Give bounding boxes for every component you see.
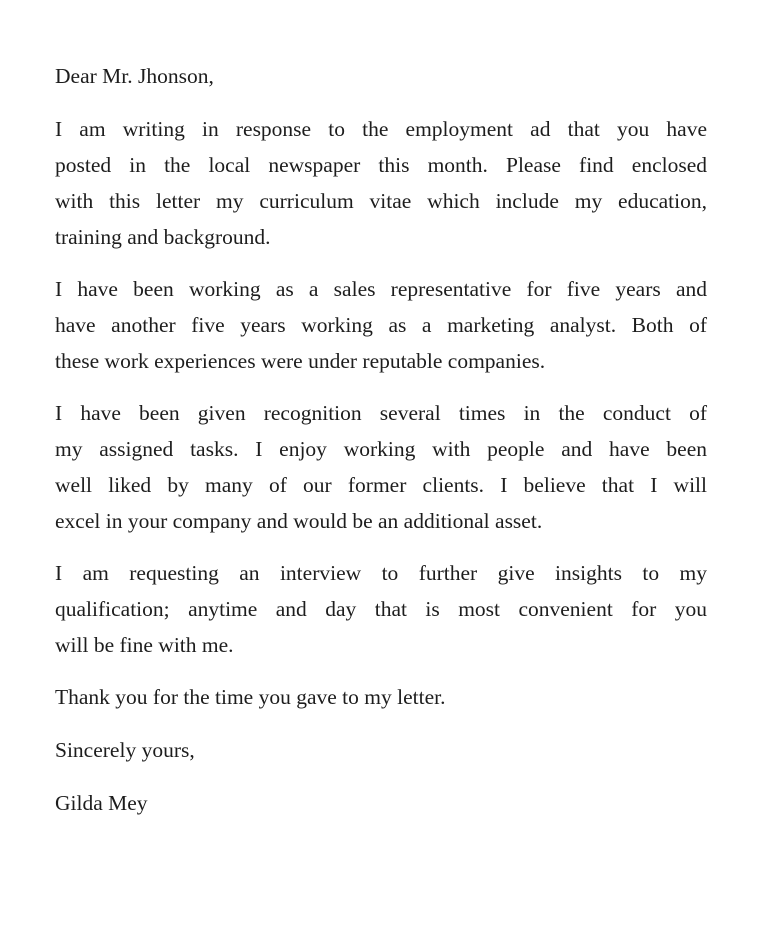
paragraph-line: qualification; anytime and day that is most convenient for you: [55, 597, 707, 621]
paragraph-line: I am writing in response to the employment ad that you have: [55, 117, 707, 141]
paragraph-line: I am requesting an interview to further give insights to my: [55, 561, 707, 585]
salutation: Dear Mr. Jhonson,: [55, 64, 214, 88]
paragraph-line: these work experiences were under reputable companies.: [55, 349, 546, 373]
letter-body: [55, 58, 707, 821]
closing-line: Sincerely yours,: [55, 738, 195, 762]
paragraph-line: will be fine with me.: [55, 633, 234, 657]
paragraph-line: I have been working as a sales representative for five years and: [55, 277, 707, 301]
paragraph-line: posted in the local newspaper this month. Please find enclosed: [55, 153, 707, 177]
signature-name: Gilda Mey: [55, 791, 148, 815]
paragraph-line: with this letter my curriculum vitae which include my education,: [55, 189, 707, 213]
paragraph-line: I have been given recognition several times in the conduct of: [55, 401, 707, 425]
paragraph-recognition: [55, 395, 707, 539]
thanks-line: Thank you for the time you gave to my letter.: [55, 685, 446, 709]
paragraph-line: have another five years working as a marketing analyst. Both of: [55, 313, 707, 337]
paragraph-interview-request: [55, 555, 707, 663]
paragraph-line: well liked by many of our former clients. I believe that I will: [55, 473, 707, 497]
paragraph-application: [55, 111, 707, 255]
paragraph-line: excel in your company and would be an additional asset.: [55, 509, 543, 533]
paragraph-experience: [55, 271, 707, 379]
paragraph-line: my assigned tasks. I enjoy working with people and have been: [55, 437, 707, 461]
paragraph-line: training and background.: [55, 225, 271, 249]
